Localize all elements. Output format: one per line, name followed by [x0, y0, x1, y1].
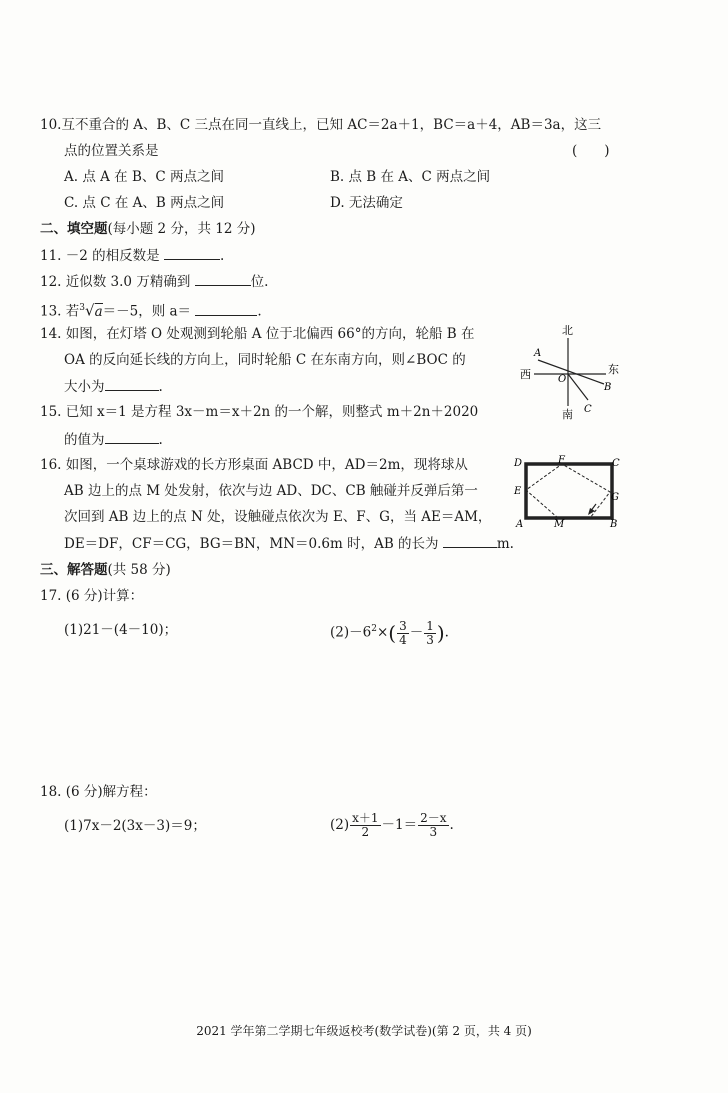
ray-oa-ob	[538, 360, 604, 384]
q10-option-c: C. 点 C 在 A、B 两点之间	[64, 195, 225, 211]
q17-part1: (1)21－(4－10)；	[64, 622, 178, 638]
q13-end: .	[257, 303, 262, 320]
q14-line2: OA 的反向延长线的方向上，同时轮船 C 在东南方向，则∠BOC 的	[64, 352, 466, 368]
ball-path	[526, 464, 610, 518]
q14-end: .	[158, 379, 163, 395]
q16-answer-blank[interactable]	[443, 533, 497, 548]
ray-oc	[568, 374, 588, 400]
q18-part1: (1)7x－2(3x－3)＝9；	[64, 818, 206, 834]
q13-radicand: a	[94, 303, 103, 320]
q17-f1-numerator: 3	[399, 618, 407, 633]
section2-title: 二、填空题	[40, 221, 108, 237]
q15-line1: 15. 已知 x＝1 是方程 3x－m＝x＋2n 的一个解，则整式 m＋2n＋2020	[40, 404, 479, 420]
q17-f1-denominator: 4	[399, 632, 407, 647]
q12-end: 位.	[250, 274, 269, 290]
section2-heading	[40, 219, 255, 239]
q18-f1-denominator: 2	[361, 825, 370, 839]
label-d: D	[514, 458, 523, 469]
q14-line1: 14. 如图，在灯塔 O 处观测到轮船 A 位于北偏西 66°的方向，轮船 B 在	[40, 326, 475, 342]
q18-f2-denominator: 3	[429, 825, 438, 839]
q17-p2-exp: 2	[371, 624, 377, 634]
section3-heading	[40, 560, 171, 580]
label-o: O	[558, 374, 567, 385]
q18-part2	[330, 808, 454, 842]
q17-part2	[330, 612, 449, 650]
q18-mid: －1＝	[381, 817, 418, 833]
label-c2: C	[612, 458, 620, 469]
q15-line2-text: 的值为	[64, 432, 105, 448]
q18-fraction-2	[418, 812, 448, 839]
arrow-head-icon	[588, 508, 595, 515]
q17-f2-denominator: 3	[426, 632, 434, 647]
label-west: 西	[520, 368, 531, 381]
label-g: G	[611, 492, 619, 503]
label-m: M	[554, 519, 565, 530]
q11-answer-blank[interactable]	[164, 245, 220, 260]
q13	[40, 298, 262, 322]
table-rect	[526, 464, 612, 518]
q12	[40, 271, 268, 292]
q17-f2-numerator: 1	[426, 618, 434, 633]
q17-fraction-2	[424, 620, 436, 647]
q12-answer-blank[interactable]	[195, 271, 251, 286]
q15-line2	[64, 429, 163, 450]
q16-line3: 次回到 AB 边上的点 N 处，设触碰点依次为 E、F、G，当 AE＝AM，	[64, 509, 492, 525]
q10-option-b: B. 点 B 在 A、C 两点之间	[330, 169, 491, 185]
label-north: 北	[562, 324, 573, 337]
q16-line4-text: DE＝DF，CF＝CG，BG＝BN，MN＝0.6m 时，AB 的长为	[64, 536, 439, 552]
q16-line1: 16. 如图，一个桌球游戏的长方形桌面 ABCD 中，AD＝2m，现将球从	[40, 457, 468, 473]
section3-title: 三、解答题	[40, 562, 108, 578]
label-f: F	[558, 455, 565, 466]
q17-header: 17. (6 分)计算：	[40, 588, 144, 604]
q17-fraction-1	[397, 620, 409, 647]
q18-fraction-1	[350, 812, 380, 839]
q12-text: 12. 近似数 3.0 万精确到	[40, 274, 191, 290]
label-b: B	[604, 382, 612, 393]
q14-line3	[64, 376, 163, 397]
right-paren-icon: )	[436, 621, 445, 645]
q13-mid: ＝－5，则 a＝	[102, 303, 192, 320]
q18-header: 18. (6 分)解方程：	[40, 784, 157, 800]
q15-end: .	[158, 432, 163, 448]
label-south: 南	[562, 408, 573, 420]
q16-end: m.	[496, 536, 514, 552]
q17-minus: －	[409, 624, 424, 641]
label-e: E	[514, 486, 522, 497]
q11-end: .	[219, 248, 225, 264]
q10-option-d: D. 无法确定	[330, 195, 403, 211]
q14-line3-text: 大小为	[64, 379, 105, 395]
q18-p2-pre: (2)	[330, 817, 350, 833]
q13-pre: 13. 若	[40, 303, 80, 320]
page-footer: 2021 学年第二学期七年级返校考(数学试卷)(第 2 页，共 4 页)	[196, 1024, 532, 1038]
radical-icon: √	[85, 301, 95, 320]
label-a: A	[534, 348, 542, 359]
q17-p2-end: .	[444, 624, 449, 641]
q18-f2-numerator: 2－x	[420, 811, 447, 825]
q10-line2: 点的位置关系是	[64, 143, 159, 159]
q14-answer-blank[interactable]	[105, 376, 159, 391]
q18-p2-end: .	[449, 817, 454, 833]
q10-line1: 10.互不重合的 A、B、C 三点在同一直线上，已知 AC＝2a＋1，BC＝a＋4，AB＝3a，这三	[40, 117, 602, 133]
q17-p2-pre: (2)－6	[330, 624, 372, 641]
section2-note: (每小题 2 分，共 12 分)	[107, 221, 256, 237]
label-b2: B	[610, 519, 618, 530]
left-paren-icon: (	[388, 621, 397, 645]
q11	[40, 245, 224, 266]
section3-note: (共 58 分)	[107, 562, 171, 578]
q13-root-index: 3	[79, 303, 85, 313]
label-east: 东	[608, 363, 619, 376]
q11-text: 11. －2 的相反数是	[40, 248, 160, 264]
q13-answer-blank[interactable]	[195, 301, 257, 316]
label-c: C	[584, 404, 592, 415]
q15-answer-blank[interactable]	[105, 429, 159, 444]
q10-option-a: A. 点 A 在 B、C 两点之间	[64, 169, 224, 185]
q18-f1-numerator: x＋1	[352, 811, 379, 825]
compass-figure	[516, 320, 628, 420]
billiard-table-figure	[510, 452, 622, 532]
q17-p2-times: ×	[376, 624, 389, 641]
label-a2: A	[516, 519, 524, 530]
q16-line2: AB 边上的点 M 处发射，依次与边 AD、DC、CB 触碰并反弹后第一	[64, 483, 478, 499]
q16-line4	[64, 533, 514, 554]
q10-answer-paren: ( )	[572, 143, 610, 159]
